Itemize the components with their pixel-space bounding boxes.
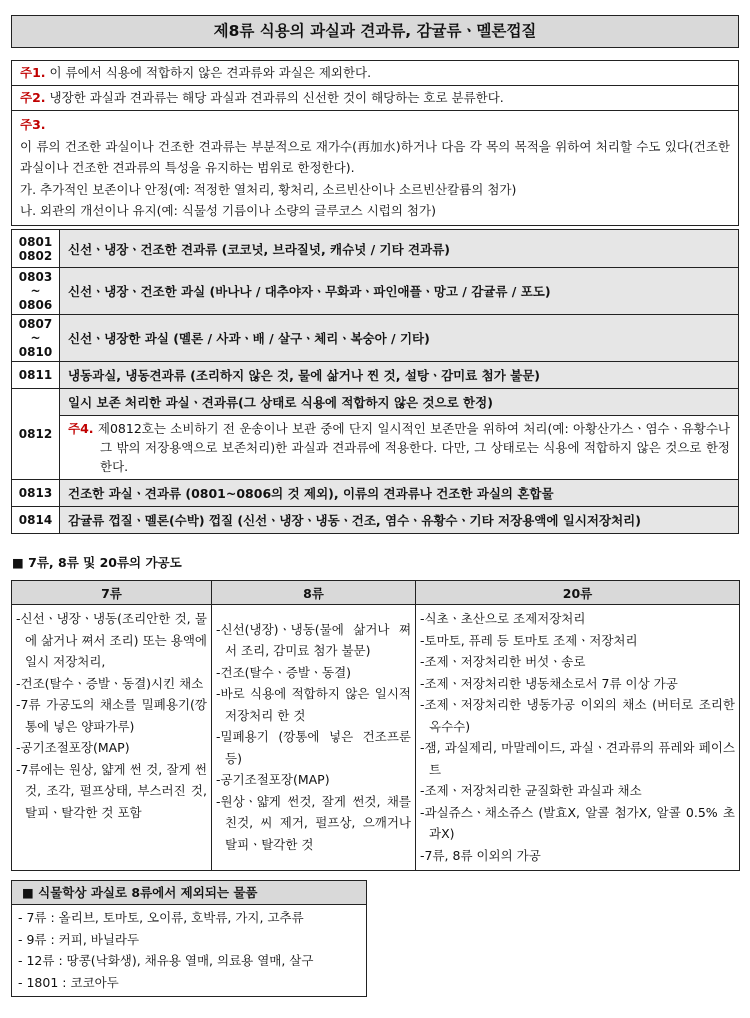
column-header-8: 8류 xyxy=(212,581,416,605)
heading-description: 신선ㆍ냉장ㆍ건조한 견과류 (코코넛, 브라질넛, 캐슈넛 / 기타 견과류) xyxy=(60,230,739,268)
list-item: -신선(냉장)ㆍ냉동(물에 삶거나 쪄서 조리, 감미료 첨가 불문) xyxy=(216,621,411,659)
exclusions-heading: ■ 식물학상 과실로 8류에서 제외되는 물품 xyxy=(12,881,366,905)
code-end: 0806 xyxy=(18,298,53,312)
exclusions-box xyxy=(11,880,367,997)
note-label: 주3. xyxy=(20,117,46,132)
heading-code xyxy=(12,268,60,315)
note-text: 이 류의 건조한 과실이나 건조한 견과류는 부분적으로 재가수(再加水)하거나 다음 각 목의 목적을 위하여 처리할 수도 있다(건조한 과실이나 건조한 견과류의 특성을 유지하는 범위로 한정한다). xyxy=(20,138,730,175)
heading-description: 건조한 과실ㆍ견과류 (0801~0806의 것 제외), 이류의 견과류나 건조한 과실의 혼합물 xyxy=(60,480,739,507)
code-start: 0807 xyxy=(18,317,53,331)
heading-description: 감귤류 껍질ㆍ멜론(수박) 껍질 (신선ㆍ냉장ㆍ냉동ㆍ건조, 염수ㆍ유황수ㆍ기타 저장용액에 일시저장처리) xyxy=(60,507,739,534)
heading-0812-note xyxy=(60,416,738,479)
list-item: - 12류 : 땅콩(낙화생), 채유용 열매, 의료용 열매, 살구 xyxy=(18,953,314,968)
code-end: 0810 xyxy=(18,345,53,359)
list-item: -바로 식용에 적합하지 않은 일시적저장처리 한 것 xyxy=(216,686,411,723)
page-title: 제8류 식용의 과실과 견과류, 감귤류ㆍ멜론껍질 xyxy=(11,15,739,48)
note-label: 주4. xyxy=(68,421,94,436)
exclusions-list xyxy=(12,905,366,996)
list-item: -공기조절포장(MAP) xyxy=(16,740,130,755)
table-row xyxy=(12,315,739,362)
heading-code xyxy=(12,315,60,362)
heading-description xyxy=(60,389,739,480)
table-row xyxy=(12,605,740,871)
heading-code xyxy=(12,230,60,268)
note-label: 주1. xyxy=(20,65,46,80)
column-8-cell xyxy=(212,605,416,871)
list-item: -신선ㆍ냉장ㆍ냉동(조리안한 것, 물에 삶거나 쪄서 조리) 또는 용액에 일시 저장처리, xyxy=(16,611,207,669)
table-row xyxy=(12,362,739,389)
code-range: ~ xyxy=(30,331,41,345)
list-item: -7류, 8류 이외의 가공 xyxy=(420,847,541,863)
heading-description: 신선ㆍ냉장한 과실 (멜론 / 사과ㆍ배 / 살구ㆍ체리ㆍ복숭아 / 기타) xyxy=(60,315,739,362)
table-row xyxy=(12,480,739,507)
column-7-cell xyxy=(12,605,212,871)
list-item: - 1801 : 코코아두 xyxy=(18,974,119,990)
list-item: -원상ㆍ얇게 썬것, 잘게 썬것, 채를친것, 씨 제거, 펄프상, 으깨거나 탈피ㆍ탈각한 것 xyxy=(216,793,411,852)
note-2 xyxy=(12,86,738,111)
list-item: -조제ㆍ저장처리한 냉동가공 이외의 채소 (버터로 조리한 옥수수) xyxy=(420,697,735,734)
note-sub-item: 가. 추가적인 보존이나 안정(예: 적정한 열처리, 황처리, 소르빈산이나 소르빈산칼륨의 첨가) xyxy=(20,181,517,197)
note-text: 냉장한 과실과 견과류는 해당 과실과 견과류의 신선한 것이 해당하는 호로 분류한다. xyxy=(45,90,504,105)
list-item: -밀폐용기 (깡통에 넣은 건조프룬 등) xyxy=(216,729,411,766)
list-item: -공기조절포장(MAP) xyxy=(216,772,330,788)
list-item: -건조(탈수ㆍ증발ㆍ동결) xyxy=(216,664,352,680)
column-20-cell xyxy=(416,605,740,871)
table-header-row xyxy=(12,581,740,605)
heading-code: 0811 xyxy=(12,362,60,389)
heading-0812-title: 일시 보존 처리한 과실ㆍ견과류(그 상태로 식용에 적합하지 않은 것으로 한정) xyxy=(60,389,738,416)
list-item: -토마토, 퓨레 등 토마토 조제ㆍ저장처리 xyxy=(420,632,638,648)
list-item: -7류 가공도의 채소를 밀폐용기(깡통에 넣은 양파가루) xyxy=(16,697,207,734)
processing-table xyxy=(11,580,740,871)
code-range: ~ xyxy=(30,284,41,298)
table-row xyxy=(12,507,739,534)
list-item: -잼, 과실제리, 마말레이드, 과실ㆍ견과류의 퓨레와 페이스트 xyxy=(420,740,735,777)
note-1 xyxy=(12,61,738,86)
list-item: -조제ㆍ저장처리한 냉동채소로서 7류 이상 가공 xyxy=(420,675,678,691)
list-item: - 7류 : 올리브, 토마토, 오이류, 호박류, 가지, 고추류 xyxy=(18,910,304,925)
code-start: 0801 xyxy=(18,234,53,249)
list-item: - 9류 : 커피, 바닐라두 xyxy=(18,931,140,947)
heading-description: 신선ㆍ냉장ㆍ건조한 과실 (바나나 / 대추야자ㆍ무화과ㆍ파인애플ㆍ망고 / 감귤류 / 포도) xyxy=(60,268,739,315)
note-text: 이 류에서 식용에 적합하지 않은 견과류와 과실은 제외한다. xyxy=(45,65,372,80)
list-item: -과실쥬스ㆍ채소쥬스 (발효X, 알콜 첨가X, 알콜 0.5% 초과X) xyxy=(420,804,735,841)
list-item: -조제ㆍ저장처리한 균질화한 과실과 채소 xyxy=(420,783,642,798)
column-header-20: 20류 xyxy=(416,581,740,605)
table-row xyxy=(12,230,739,268)
note-label: 주2. xyxy=(20,90,46,105)
note-sub-item: 나. 외관의 개선이나 유지(예: 식물성 기름이나 소량의 글루코스 시럽의 첨가) xyxy=(20,203,436,218)
chapter-notes xyxy=(11,60,739,226)
list-item: -7류에는 원상, 얇게 썬 것, 잘게 썬 것, 조각, 펄프상태, 부스러진 것, 탈피ㆍ탈각한 것 포함 xyxy=(16,761,207,820)
code-start: 0803 xyxy=(18,270,53,284)
code-end: 0802 xyxy=(18,248,53,263)
column-header-7: 7류 xyxy=(12,581,212,605)
table-row xyxy=(12,389,739,480)
list-item: -식초ㆍ초산으로 조제저장처리 xyxy=(420,611,586,626)
note-text: 제0812호는 소비하기 전 운송이나 보관 중에 단지 일시적인 보존만을 위하여 처리(예: 아황산가스ㆍ염수ㆍ유황수나 그 밖의 저장용액으로 보존처리)한 과실과 견과류에 적용한다. 다만, 그 상태로는 식용에 적합하지 않은 것으로 한정한다. xyxy=(93,421,730,474)
heading-table xyxy=(11,229,739,534)
heading-code: 0812 xyxy=(12,389,60,480)
heading-code: 0814 xyxy=(12,507,60,534)
note-3 xyxy=(12,111,738,225)
table-row xyxy=(12,268,739,315)
heading-description: 냉동과실, 냉동견과류 (조리하지 않은 것, 물에 삶거나 찐 것, 설탕ㆍ감미료 첨가 불문) xyxy=(60,362,739,389)
processing-section-heading: ■ 7류, 8류 및 20류의 가공도 xyxy=(12,555,182,570)
list-item: -조제ㆍ저장처리한 버섯ㆍ송로 xyxy=(420,654,586,669)
list-item: -건조(탈수ㆍ증발ㆍ동결)시킨 채소 xyxy=(16,675,204,691)
heading-code: 0813 xyxy=(12,480,60,507)
